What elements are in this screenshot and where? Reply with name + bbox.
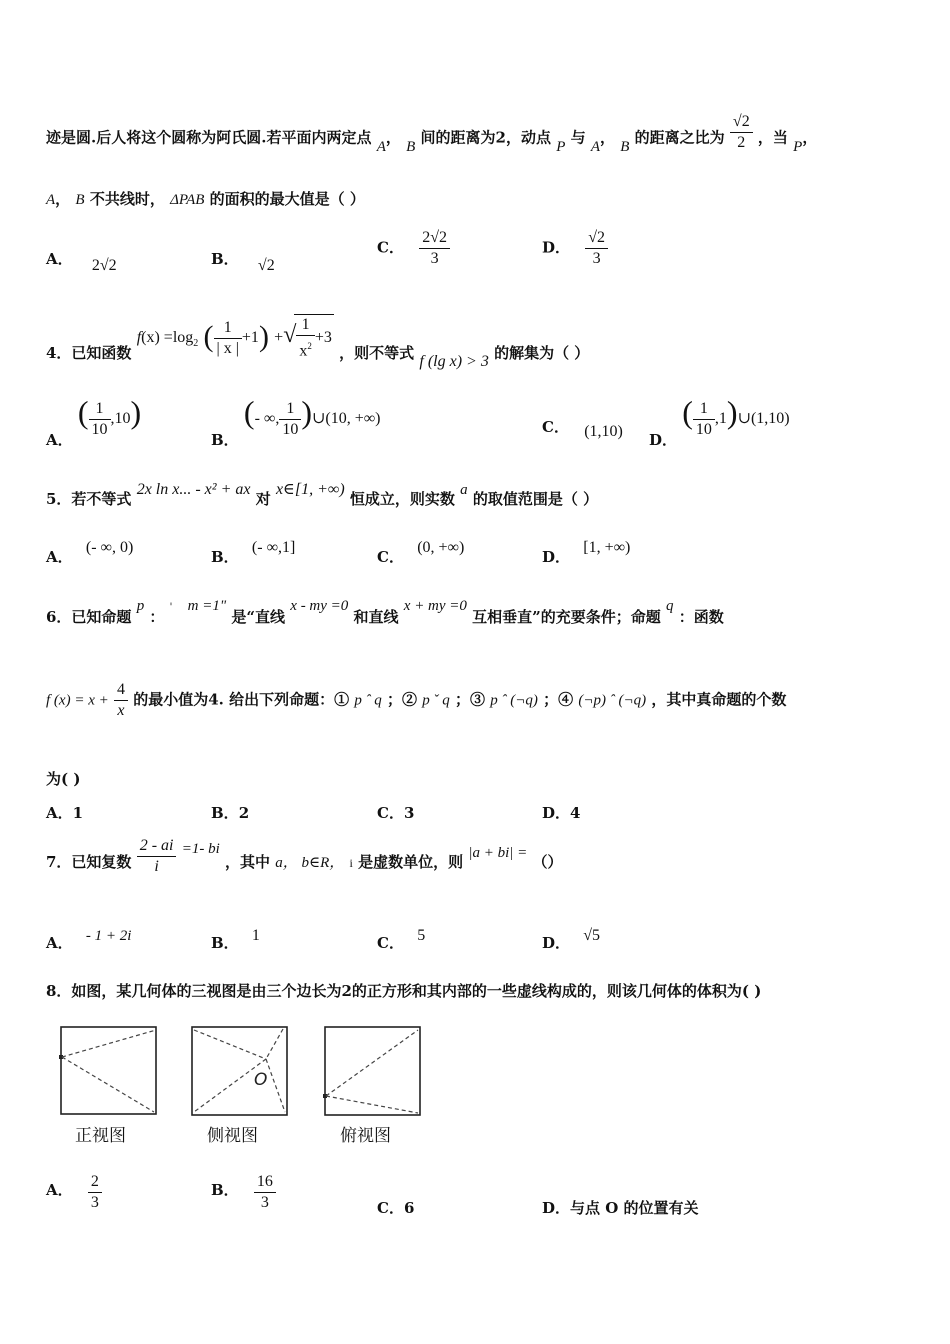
q7-abs: |a + bi| = xyxy=(468,844,528,861)
q7-end: （） xyxy=(532,852,563,871)
q3-ratio-num: √2 xyxy=(730,112,753,133)
option-value: 2√2 xyxy=(91,257,117,274)
q6-condition: m =1" xyxy=(187,598,227,614)
q6-option-b[interactable] xyxy=(211,802,249,823)
q3-triangle: ΔPAB xyxy=(170,192,205,208)
q8-option-a[interactable] xyxy=(46,1172,102,1213)
q3-text-b: 间的距离为2，动点 xyxy=(420,128,551,147)
q3-line1: 迹是圆.后人将这个圆称为阿氏圆.若平面内两定点 A， B 间的距离为2，动点 P 与 A， B 的距离之比为 $\frac{√2}{2}$ ，当 P， xyxy=(46,113,818,155)
option-value: 3 xyxy=(403,804,415,822)
q4-option-d[interactable]: D． ( $\frac{1}{10}$ ,1)∪(1,10) xyxy=(649,394,790,449)
option-value: [1, +∞) xyxy=(583,539,631,556)
option-value: √2 xyxy=(257,257,275,274)
option-label: A． xyxy=(46,431,73,449)
q8-option-c[interactable] xyxy=(377,1197,414,1218)
option-label: C． xyxy=(377,548,404,566)
option-label: B． xyxy=(211,804,239,822)
option-label: D． xyxy=(542,934,571,952)
option-value: (- ∞,1] xyxy=(251,539,296,556)
option-label: B． xyxy=(211,934,239,952)
point-o-label: O xyxy=(254,1070,268,1090)
q6-choice4: (¬p) ˆ (¬q) xyxy=(578,692,647,709)
q6-prefix: 6．已知命题 xyxy=(46,608,132,626)
q3-option-c[interactable] xyxy=(377,228,450,269)
q5-suffix-a: 恒成立，则实数 xyxy=(349,490,455,508)
option-label: B． xyxy=(211,250,239,268)
q7-option-a[interactable] xyxy=(46,928,132,953)
q4-option-a[interactable]: A． ( $\frac{1}{10}$ ,10) xyxy=(46,394,142,449)
option-label: D． xyxy=(542,548,571,566)
q6-line2 xyxy=(46,680,786,721)
q7-text: 是虚数单位，则 xyxy=(358,852,464,871)
q3-option-d[interactable] xyxy=(542,228,608,269)
option-value: 2 xyxy=(238,804,250,822)
option-label: B． xyxy=(211,1180,239,1199)
option-den: 3 xyxy=(592,250,601,267)
q4-inequality: f (lg x) > 3 xyxy=(419,353,489,371)
option-label: D． xyxy=(542,238,571,257)
top-view-figure xyxy=(320,1022,424,1120)
option-label: B． xyxy=(211,431,239,449)
top-view-caption: 俯视图 xyxy=(340,1126,391,1146)
option-num: 16 xyxy=(254,1172,276,1193)
q4-option-c[interactable] xyxy=(542,416,623,440)
q6-line-eq2: x + my =0 xyxy=(403,598,467,614)
q5-suffix-b: 的取值范围是（ ） xyxy=(472,490,599,508)
option-label: A． xyxy=(46,1180,73,1199)
option-num: √2 xyxy=(585,228,608,249)
q4-option-b[interactable]: B． (- ∞, $\frac{1}{10}$ )∪(10, +∞) xyxy=(211,394,381,449)
option-den: 3 xyxy=(260,1194,269,1211)
q6-colon: ： xyxy=(149,608,165,626)
option-label: A． xyxy=(46,548,73,566)
option-value: 5 xyxy=(417,927,426,944)
q5-var: a xyxy=(460,482,468,498)
option-value: √5 xyxy=(583,927,601,944)
option-label: B． xyxy=(211,548,239,566)
q3-text-e: ，当 xyxy=(757,128,788,147)
q8-option-b[interactable] xyxy=(211,1172,276,1213)
side-view-caption: 侧视图 xyxy=(207,1126,258,1146)
q6-func: ：函数 xyxy=(678,608,724,626)
q5-option-c[interactable] xyxy=(377,539,465,567)
q7-option-c[interactable] xyxy=(377,927,426,953)
q4-prefix: 4．已知函数 xyxy=(46,344,132,363)
q7-prefix: 7．已知复数 xyxy=(46,852,132,871)
q3-line2: A， B 不共线时， ΔPAB 的面积的最大值是（ ） xyxy=(46,190,365,208)
q4-stem: 4．已知函数 $f(x) =\log_2$ ( $\frac{1}{| x |}$ +1) +√ $\frac{1}{x^2}$ +3 ，则不等式 f (lg x) > 3 的解集为（ ） xyxy=(46,316,590,371)
q7-eq: =1- bi xyxy=(181,840,220,857)
option-value: 4 xyxy=(570,804,581,822)
q6-line-eq1: x - my =0 xyxy=(290,598,349,614)
q3-ratio-den: 2 xyxy=(737,134,746,151)
q6-option-a[interactable] xyxy=(46,802,83,823)
option-label: D． xyxy=(649,431,678,449)
q5-domain: x∈[1, +∞) xyxy=(275,481,345,498)
option-value: 1 xyxy=(72,804,84,822)
q6-option-d[interactable] xyxy=(542,802,580,823)
q3-text-c: 与 xyxy=(570,128,586,147)
q3-text-d: 的距离之比为 xyxy=(634,128,725,147)
q7-option-d[interactable] xyxy=(542,927,601,953)
q7-stem xyxy=(46,836,563,877)
q8-stem: 8．如图，某几何体的三视图是由三个边长为2的正方形和其内部的一些虚线构成的，则该几何体的体积为( ) xyxy=(46,982,762,1000)
q6-rest: 互相垂直”的充要条件；命题 xyxy=(472,608,661,626)
q5-prefix: 5．若不等式 xyxy=(46,490,132,508)
q6-line1: 6．已知命题 p ： ' m =1" 是“直线 x - my =0 和直线 x + my =0 互相垂直”的充要条件；命题 q ：函数 xyxy=(46,598,724,626)
q6-is: 是“直线 xyxy=(231,608,286,626)
q6-choice2: p ˇ q xyxy=(422,692,450,709)
q6-frac-num: 4 xyxy=(114,680,128,701)
q7-vars: a， b∈R， xyxy=(275,854,345,871)
front-view-caption: 正视图 xyxy=(75,1126,126,1146)
q3-text-a: 迹是圆.后人将这个圆称为阿氏圆.若平面内两定点 xyxy=(46,128,372,147)
q6-sep4: ；④ xyxy=(543,690,574,709)
front-view-figure xyxy=(56,1022,162,1118)
q6-sep3: ；③ xyxy=(455,690,486,709)
option-label: C． xyxy=(377,1199,404,1217)
q6-and: 和直线 xyxy=(353,608,399,626)
q6-end: ，其中真命题的个数 xyxy=(651,690,787,709)
option-label: A． xyxy=(46,250,73,268)
q5-mid: 对 xyxy=(255,490,271,508)
q7-mid: ，其中 xyxy=(224,852,270,871)
q6-frac-den: x xyxy=(117,702,125,719)
option-label: C． xyxy=(542,418,569,436)
q3-ratio xyxy=(730,112,753,153)
q4-suffix: 的解集为（ ） xyxy=(494,344,590,363)
q7-i: i xyxy=(349,855,353,870)
option-value: 1 xyxy=(251,927,260,944)
q5-option-d[interactable] xyxy=(542,539,631,567)
q4-middle: ，则不等式 xyxy=(339,344,415,363)
q7-option-b[interactable] xyxy=(211,927,260,953)
q3-option-b[interactable] xyxy=(211,248,275,274)
option-num: 2 xyxy=(88,1172,102,1193)
option-label: D． xyxy=(542,1199,571,1217)
q6-q: q xyxy=(666,598,674,614)
option-label: D． xyxy=(542,804,571,822)
q6-p: p xyxy=(136,598,145,614)
q6-line3: 为( ) xyxy=(46,770,81,788)
option-value: (0, +∞) xyxy=(417,539,465,556)
q6-fx: f (x) = x + xyxy=(46,692,109,709)
q7-frac-num: 2 - ai xyxy=(137,836,177,857)
option-value: (- ∞, 0) xyxy=(85,539,134,556)
option-label: A． xyxy=(46,804,73,822)
option-den: 3 xyxy=(90,1194,99,1211)
option-value: 与点 O 的位置有关 xyxy=(570,1199,699,1217)
q6-choice3: p ˆ (¬q) xyxy=(490,692,538,709)
option-value: - 1 + 2i xyxy=(85,928,132,944)
side-view-figure xyxy=(188,1022,292,1120)
q5-option-a[interactable] xyxy=(46,539,134,567)
option-label: C． xyxy=(377,934,404,952)
q5-stem xyxy=(46,478,599,508)
option-num: 2√2 xyxy=(419,228,450,249)
q3-line2-end: 的面积的最大值是（ ） xyxy=(209,190,365,208)
option-value: 6 xyxy=(403,1199,415,1217)
q5-inequality: 2x ln x... - x² + ax xyxy=(136,481,251,498)
option-value: (1,10) xyxy=(584,423,623,440)
q7-frac-den: i xyxy=(154,858,159,875)
q5-option-b[interactable] xyxy=(211,539,296,567)
option-label: A． xyxy=(46,934,73,952)
option-label: C． xyxy=(377,804,404,822)
q6-sep2: ；② xyxy=(387,690,418,709)
q6-choice1: p ˆ q xyxy=(354,692,382,709)
option-den: 3 xyxy=(430,250,439,267)
q8-option-d[interactable] xyxy=(542,1197,699,1218)
option-label: C． xyxy=(377,238,404,257)
q3-option-a[interactable] xyxy=(46,248,117,274)
q6-text2: 的最小值为4. 给出下列命题：① xyxy=(133,690,350,709)
q6-option-c[interactable] xyxy=(377,802,414,823)
q3-line2-text: 不共线时， xyxy=(89,190,165,208)
